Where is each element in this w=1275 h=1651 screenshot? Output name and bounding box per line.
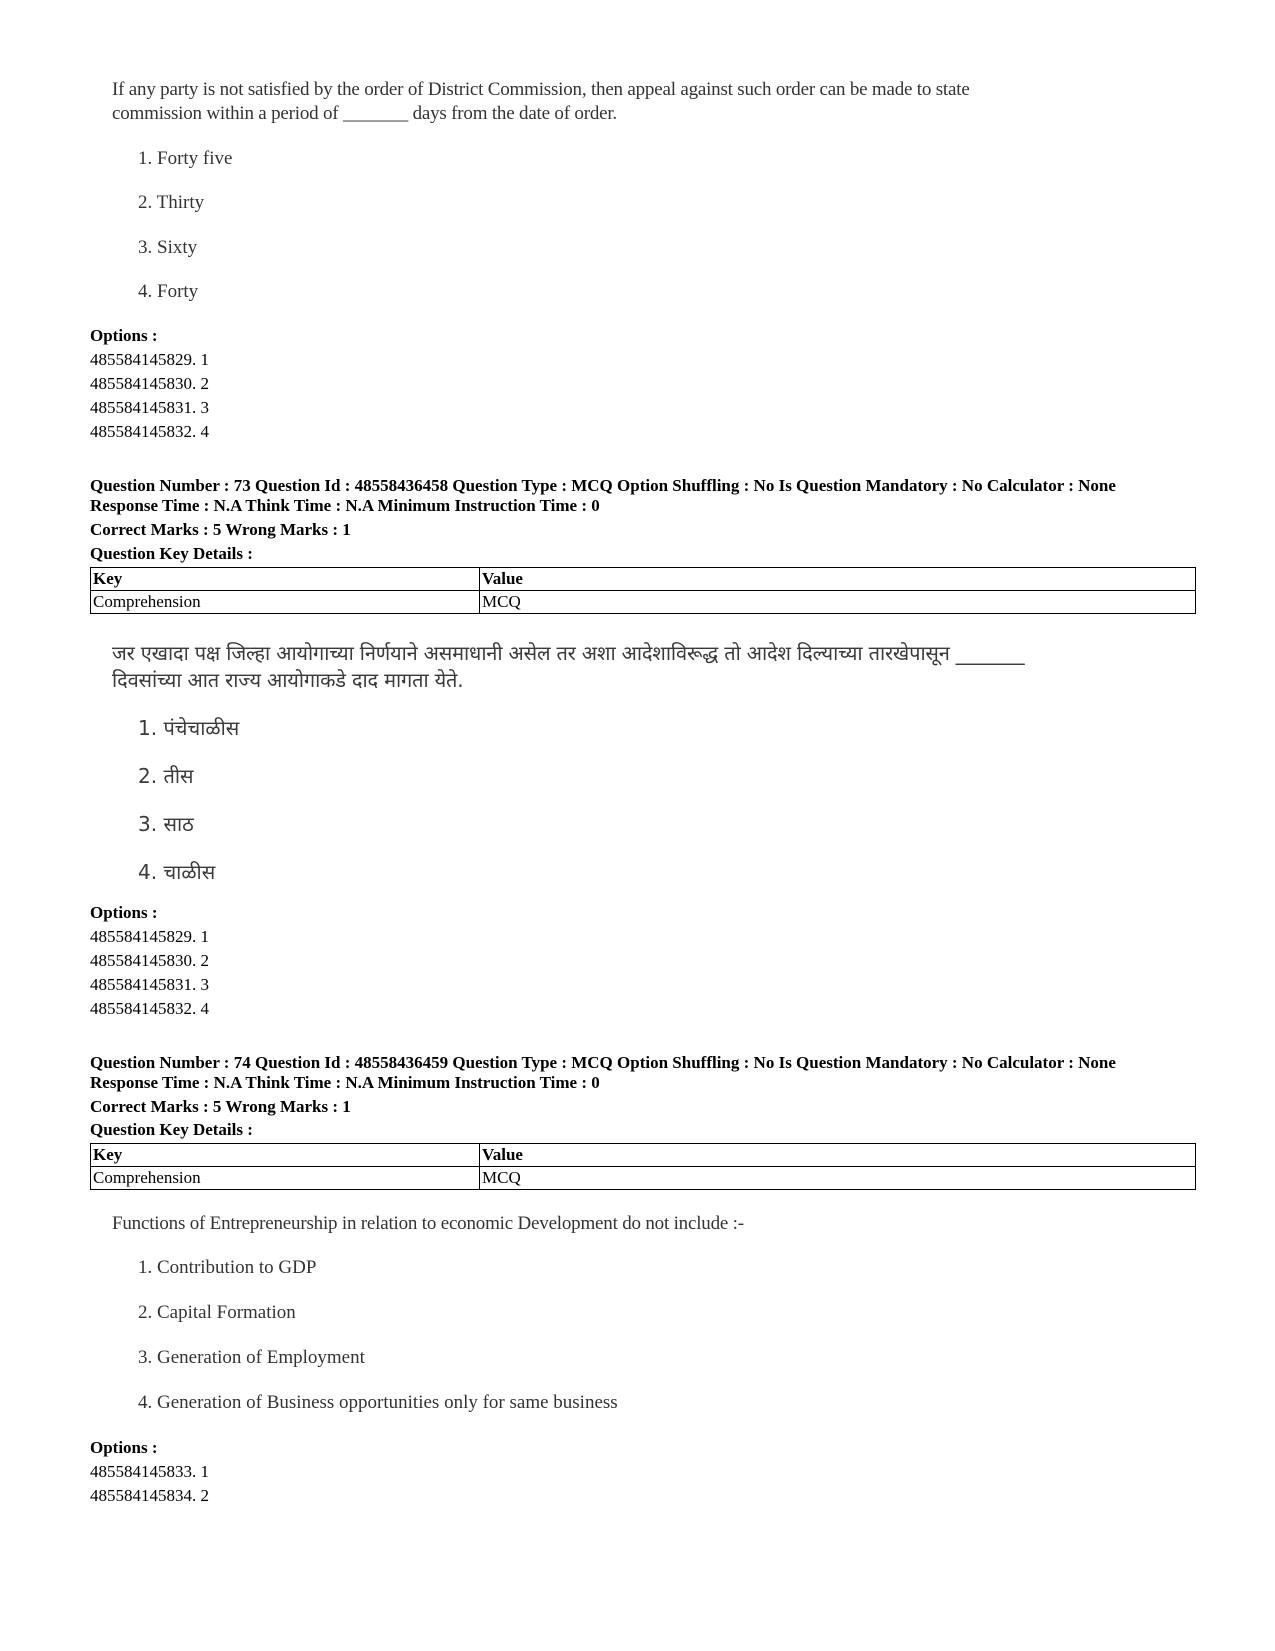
- q72-option-3: 485584145831. 3: [90, 398, 209, 417]
- q74-option-2: 485584145834. 2: [90, 1486, 209, 1505]
- table-cell-value: MCQ: [480, 591, 1196, 614]
- q74-meta-line-1: Question Number : 74 Question Id : 48558436459 Question Type : MCQ Option Shuffling : No Is Question Mandatory : No Calculator : None: [90, 1053, 1116, 1072]
- q74-choice-4: 4. Generation of Business opportunities only for same business: [138, 1392, 618, 1413]
- q74-options-label: Options :: [90, 1438, 158, 1457]
- table-row: [91, 1167, 1196, 1190]
- q74-option-1: 485584145833. 1: [90, 1462, 209, 1481]
- q73-choice-3: 3. साठ: [138, 812, 194, 836]
- q73-key-details-label: Question Key Details :: [90, 544, 253, 563]
- table-header-row: [91, 568, 1196, 591]
- table-cell-key: Comprehension: [91, 1167, 480, 1190]
- q73-options-label: Options :: [90, 903, 158, 922]
- table-cell-value: MCQ: [480, 1167, 1196, 1190]
- q72-choice-2: 2. Thirty: [138, 192, 205, 213]
- question-74-text: Functions of Entrepreneurship in relation to economic Development do not include :-: [112, 1213, 744, 1234]
- q73-option-2: 485584145830. 2: [90, 951, 209, 970]
- q74-key-details-table: [90, 1143, 1196, 1190]
- table-cell-key: Comprehension: [91, 591, 480, 614]
- q73-meta-line-1: Question Number : 73 Question Id : 48558436458 Question Type : MCQ Option Shuffling : No Is Question Mandatory : No Calculator : None: [90, 476, 1116, 495]
- q72-option-2: 485584145830. 2: [90, 374, 209, 393]
- table-header-key: Key: [91, 568, 480, 591]
- q72-option-4: 485584145832. 4: [90, 422, 209, 441]
- q73-option-3: 485584145831. 3: [90, 975, 209, 994]
- table-header-value: Value: [480, 1144, 1196, 1167]
- q74-meta-line-2: Response Time : N.A Think Time : N.A Minimum Instruction Time : 0: [90, 1073, 600, 1092]
- q73-marks: Correct Marks : 5 Wrong Marks : 1: [90, 520, 351, 539]
- q73-option-4: 485584145832. 4: [90, 999, 209, 1018]
- question-72-text: If any party is not satisfied by the order of District Commission, then appeal against such order can be made to state commission within a period of _______ days from the date of order.: [112, 79, 970, 124]
- q72-choice-4: 4. Forty: [138, 281, 199, 302]
- q73-choice-1: 1. पंचेचाळीस: [138, 716, 240, 740]
- q74-choice-1: 1. Contribution to GDP: [138, 1257, 317, 1278]
- q73-key-details-table: [90, 567, 1196, 614]
- q73-choice-4: 4. चाळीस: [138, 860, 216, 884]
- table-row: [91, 591, 1196, 614]
- q72-choice-3: 3. Sixty: [138, 237, 198, 258]
- table-header-row: [91, 1144, 1196, 1167]
- q74-marks: Correct Marks : 5 Wrong Marks : 1: [90, 1097, 351, 1116]
- q73-option-1: 485584145829. 1: [90, 927, 209, 946]
- q73-meta-line-2: Response Time : N.A Think Time : N.A Minimum Instruction Time : 0: [90, 496, 600, 515]
- q73-choice-2: 2. तीस: [138, 764, 194, 788]
- table-header-value: Value: [480, 568, 1196, 591]
- q72-option-1: 485584145829. 1: [90, 350, 209, 369]
- q72-options-label: Options :: [90, 326, 158, 345]
- q72-choice-1: 1. Forty five: [138, 148, 233, 169]
- q74-key-details-label: Question Key Details :: [90, 1120, 253, 1139]
- q74-choice-3: 3. Generation of Employment: [138, 1347, 365, 1368]
- table-header-key: Key: [91, 1144, 480, 1167]
- question-73-text: जर एखादा पक्ष जिल्हा आयोगाच्या निर्णयाने असमाधानी असेल तर अशा आदेशाविरूद्ध तो आदेश दिल्याच्या तारखेपासून _______ दिवसांच्या आत राज्य आयोगाकडे दाद मागता येते.: [112, 641, 1025, 692]
- q74-choice-2: 2. Capital Formation: [138, 1302, 296, 1323]
